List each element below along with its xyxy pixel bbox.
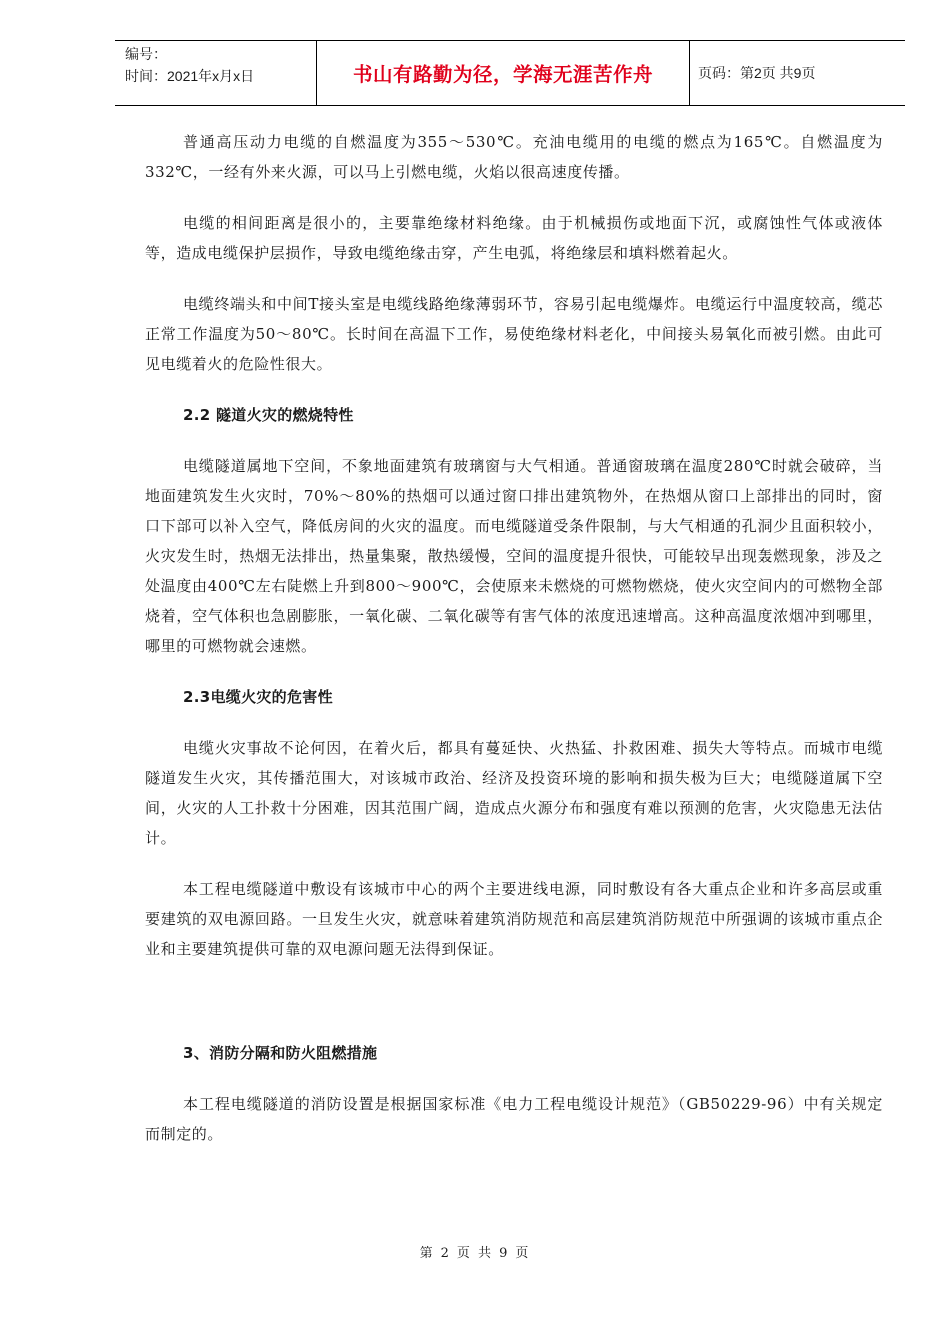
header-meta xyxy=(115,41,316,105)
section-heading-2-3: 2.3电缆火灾的危害性 xyxy=(183,688,333,706)
paragraph-terminal-joint: 电缆终端头和中间T接头室是电缆线路绝缘薄弱环节，容易引起电缆爆炸。电缆运行中温度较高，缆芯正常工作温度为50～80℃。长时间在高温下工作，易使绝缘材料老化，中间接头易氧化而被引燃。由此可见电缆着火的危险性很大。 xyxy=(145,295,883,373)
footer-middle: 页 共 xyxy=(456,1246,494,1261)
document-number-label: 编号： xyxy=(125,46,167,62)
page-header xyxy=(115,40,905,106)
footer-suffix: 页 xyxy=(515,1246,531,1261)
paragraph-fire-hazard: 电缆火灾事故不论何因，在着火后，都具有蔓延快、火热猛、扑救困难、损失大等特点。而城市电缆隧道发生火灾，其传播范围大，对该城市政治、经济及投资环境的影响和损失极为巨大；电缆隧道属下空间，火灾的人工扑救十分困难，因其范围广阔，造成点火源分布和强度有难以预测的危害，火灾隐患无法估计。 xyxy=(145,739,883,847)
section-heading-2-2: 2.2 隧道火灾的燃烧特性 xyxy=(183,406,354,424)
page-footer xyxy=(0,1242,950,1261)
paragraph-tunnel-fire: 电缆隧道属地下空间，不象地面建筑有玻璃窗与大气相通。普通窗玻璃在温度280℃时就会破碎，当地面建筑发生火灾时，70%～80%的热烟可以通过窗口排出建筑物外，在热烟从窗口上部排出的同时，窗口下部可以补入空气，降低房间的火灾的温度。而电缆隧道受条件限制，与大气相通的孔洞少且面积较小，火灾发生时，热烟无法排出，热量集聚，散热缓慢，空间的温度提升很快，可能较早出现轰燃现象，涉及之处温度由400℃左右陡燃上升到800～900℃，会使原来未燃烧的可燃物燃烧，使火灾空间内的可燃物全部烧着，空气体积也急剧膨胀，一氧化碳、二氧化碳等有害气体的浓度迅速增高。这种高温度浓烟冲到哪里，哪里的可燃物就会速燃。 xyxy=(145,457,883,655)
document-time-label: 时间：2021年x月x日 xyxy=(125,68,255,84)
footer-page-number: 2 xyxy=(440,1246,451,1261)
paragraph-fire-standard: 本工程电缆隧道的消防设置是根据国家标准《电力工程电缆设计规范》（GB50229-96）中有关规定而制定的。 xyxy=(145,1095,883,1143)
header-motto: 书山有路勤为径，学海无涯苦作舟 xyxy=(316,41,690,105)
document-body xyxy=(145,127,883,1149)
footer-prefix: 第 xyxy=(419,1246,435,1261)
header-page-label: 页码：第2页 共9页 xyxy=(698,65,816,81)
section-heading-3: 3、消防分隔和防火阻燃措施 xyxy=(183,1044,378,1062)
paragraph-project-power: 本工程电缆隧道中敷设有该城市中心的两个主要进线电源，同时敷设有各大重点企业和许多高层或重要建筑的双电源回路。一旦发生火灾，就意味着建筑消防规范和高层建筑消防规范中所强调的该城市重点企业和主要建筑提供可靠的双电源问题无法得到保证。 xyxy=(145,880,883,958)
footer-total-pages: 9 xyxy=(499,1246,510,1261)
paragraph-autoignition: 普通高压动力电缆的自燃温度为355～530℃。充油电缆用的电缆的燃点为165℃。自燃温度为332℃，一经有外来火源，可以马上引燃电缆，火焰以很高速度传播。 xyxy=(145,133,883,181)
paragraph-phase-distance: 电缆的相间距离是很小的，主要靠绝缘材料绝缘。由于机械损伤或地面下沉，或腐蚀性气体或液体等，造成电缆保护层损作，导致电缆绝缘击穿，产生电弧，将绝缘层和填料燃着起火。 xyxy=(145,214,883,262)
